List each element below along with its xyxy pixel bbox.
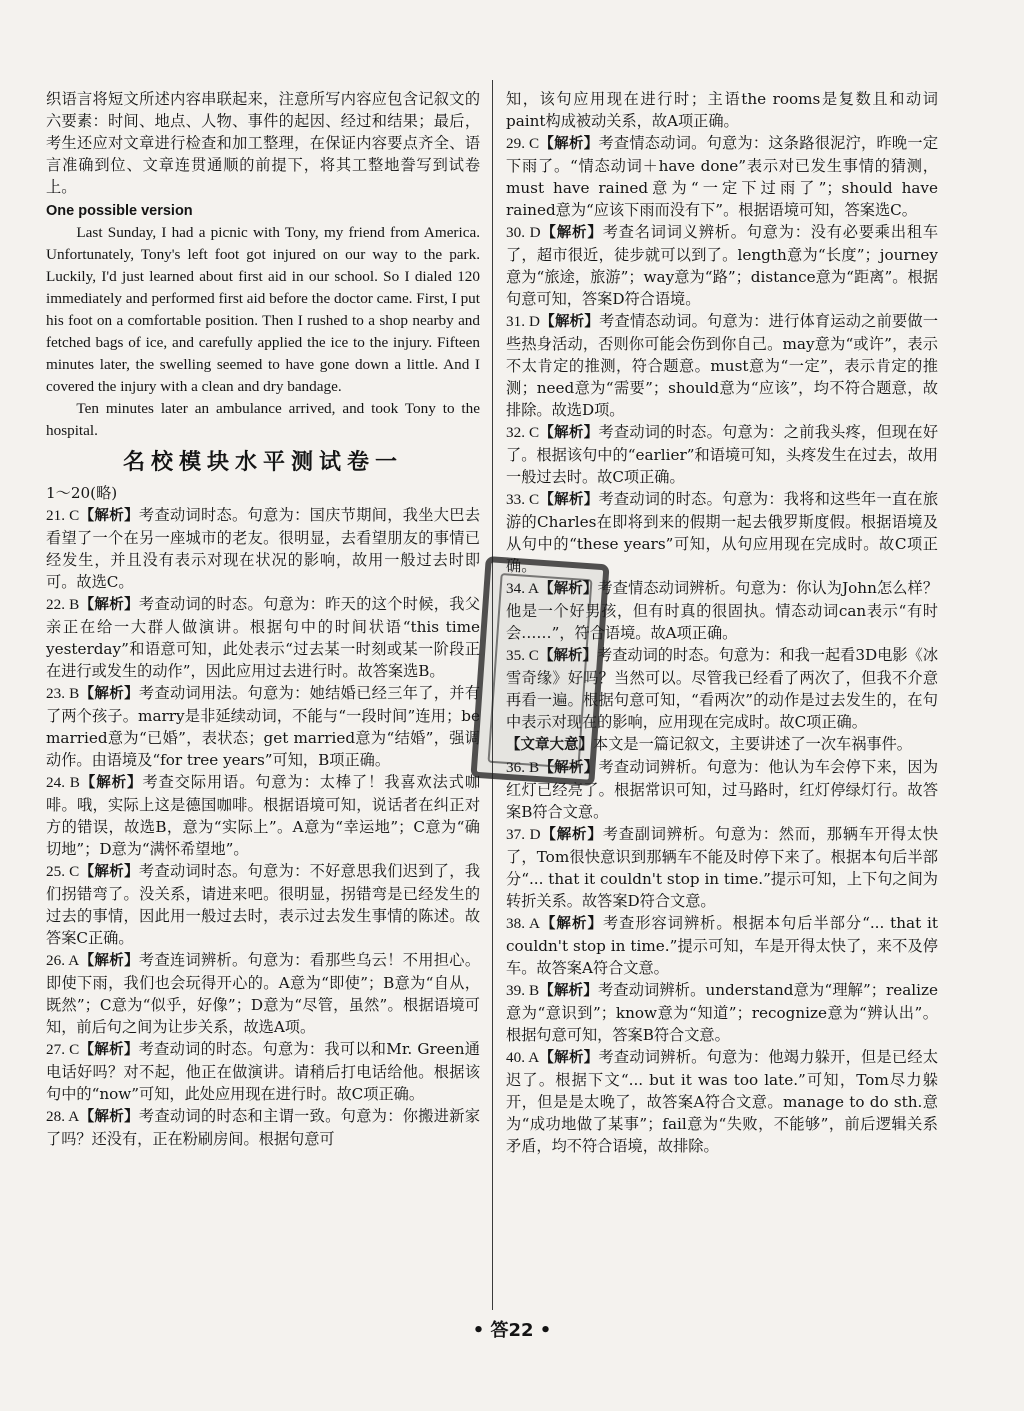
answer-item-34: 34. A【解析】考查情态动词辨析。句意为：你认为John怎么样？他是一个好男孩，但有时真的很固执。情态动词can表示“有时会……”，符合语境。故A项正确。	[506, 579, 939, 642]
answer-item-33: 33. C【解析】考查动词的时态。句意为：我将和这些年一直在旅游的Charles在即将到来的假期一起去俄罗斯度假。根据语境及从句中的“these years”可知，从句应用现在完成时。故C项正确。	[506, 490, 939, 575]
answer-item-21: 21. C【解析】考查动词时态。句意为：国庆节期间，我坐大巴去看望了一个在另一座城市的老友。很明显，去看望朋友的事情已经发生，并且没有表示对现在状况的影响，故用一般过去时即可。故选C。	[46, 506, 481, 591]
left-answer-list	[46, 504, 480, 1150]
essay-paragraph-1: Last Sunday, I had a picnic with Tony, my friend from America. Unfortunately, Tony's left foot got injured on our way to the park. Luckily, I'd just learned about first aid in our school. So I dialed 120 immediately and performed first aid before the doctor came. First, I put his foot on a comfortable position. Then I rushed to a shop nearby and fetched bags of ice, and carefully applied the ice to the injury. Fifteen minutes later, the swelling seemed to have gone down a little. And I covered the injury with a clean and dry bandage.	[46, 224, 480, 395]
version-heading: One possible version	[46, 203, 193, 219]
range-note: 1～20(略)	[46, 484, 118, 502]
essay-paragraph-2: Ten minutes later an ambulance arrived, and took Tony to the hospital.	[46, 400, 480, 439]
answer-item-29: 29. C【解析】考查情态动词。句意为：这条路很泥泞，昨晚一定下雨了。“情态动词＋have done”表示对已发生事情的猜测，must have rained意为“一定下过雨了”；should have rained意为“应该下雨而没有下”。根据语境可知，答案选C。	[506, 134, 939, 219]
answer-item-32: 32. C【解析】考查动词的时态。句意为：之前我头疼，但现在好了。根据该句中的“earlier”和语境可知，头疼发生在过去，故用一般过去时。故C项正确。	[506, 423, 939, 486]
right-answer-list-2	[506, 756, 938, 1157]
answer-item-23: 23. B【解析】考查动词用法。句意为：她结婚已经三年了，并有了两个孩子。marry是非延续动词，不能与“一段时间”连用；be married意为“已婚”，表状态；get married意为“结婚”，强调动作。由语境及“for tree years”可知，B项正确。	[46, 684, 481, 769]
answer-item-27: 27. C【解析】考查动词的时态。句意为：我可以和Mr. Green通电话好吗？对不起，他正在做演讲。请稍后打电话给他。根据该句中的“now”可知，此处应用现在进行时。故C项正确。	[46, 1040, 480, 1103]
answer-item-38: 38. A【解析】考查形容词辨析。根据本句后半部分“... that it couldn't stop in time.”提示可知，车是开得太快了，来不及停车。故答案A符合文意。	[506, 914, 939, 977]
left-column	[46, 88, 480, 1150]
answer-item-25: 25. C【解析】考查动词时态。句意为：不好意思我们迟到了，我们拐错弯了。没关系，请进来吧。很明显，拐错弯是已经发生的过去的事情，因此用一般过去时，表示过去发生事情的陈述。故答案C正确。	[46, 862, 481, 947]
answer-item-36: 36. B【解析】考查动词辨析。句意为：他认为车会停下来，因为红灯已经亮了。根据常识可知，过马路时，红灯停绿灯行。故答案B符合文意。	[506, 758, 939, 821]
answer-item-28: 28. A【解析】考查动词的时态和主谓一致。句意为：你搬进新家了吗？还没有，正在粉刷房间。根据句意可	[46, 1107, 481, 1148]
answer-item-30: 30. D【解析】考查名词词义辨析。句意为：没有必要乘出租车了，超市很近，徒步就可以到了。length意为“长度”；journey意为“旅途，旅游”；way意为“路”；distance意为“距离”。根据句意可知，答案D符合语境。	[506, 223, 939, 308]
section-title: 名校模块水平测试卷一	[122, 450, 403, 475]
answer-item-35: 35. C【解析】考查动词的时态。句意为：和我一起看3D电影《冰雪奇缘》好吗？当然可以。尽管我已经看了两次了，但我不介意再看一遍。根据句意可知，“看两次”的动作是过去发生的，在句中表示对现在的影响，应用现在完成时。故C项正确。	[506, 646, 939, 731]
answer-item-31: 31. D【解析】考查情态动词。句意为：进行体育运动之前要做一些热身活动，否则你可能会伤到你自己。may意为“或许”，表示不太肯定的推测，符合题意。must意为“一定”，表示肯定的推测；need意为“需要”；should意为“应该”，均不符合题意，故排除。故选D项。	[506, 312, 939, 419]
answer-item-26: 26. A【解析】考查连词辨析。句意为：看那些乌云！不用担心。即使下雨，我们也会玩得开心的。A意为“即使”；B意为“自从，既然”；C意为“似乎，好像”；D意为“尽管，虽然”。根据语境可知，前后句之间为让步关系，故选A项。	[46, 951, 481, 1036]
answer-item-28-continued: 知，该句应用现在进行时；主语the rooms是复数且和动词paint构成被动关系，故A项正确。	[506, 90, 938, 130]
answer-item-40: 40. A【解析】考查动词辨析。句意为：他竭力躲开，但是已经太迟了。根据下文“... but it was too late.”可知，Tom尽力躲开，但是是太晚了，故答案A符合文意。manage to do sth.意为“成功地做了某事”；fail意为“失败，不能够”，前后逻辑关系矛盾，均不符合语境，故排除。	[506, 1048, 939, 1155]
writing-guidance: 织语言将短文所述内容串联起来，注意所写内容应包含记叙文的六要素：时间、地点、人物、事件的起因、经过和结果；最后，考生还应对文章进行检查和加工整理，在保证内容要点齐全、语言准确到位、文章连贯通顺的前提下，将其工整地誊写到试卷上。	[46, 90, 480, 196]
answer-item-39: 39. B【解析】考查动词辨析。understand意为“理解”；realize意为“意识到”；know意为“知道”；recognize意为“辨认出”。根据句意可知，答案B符合文意。	[506, 981, 938, 1044]
answer-item-24: 24. B【解析】考查交际用语。句意为：太棒了！我喜欢法式咖啡。哦，实际上这是德国咖啡。根据语境可知，说话者在纠正对方的错误，故选B，意为“实际上”。A意为“幸运地”；C意为“确切地”；D意为“满怀希望地”。	[46, 773, 481, 858]
page-number: • 答22 •	[472, 1320, 552, 1341]
answer-item-22: 22. B【解析】考查动词的时态。句意为：昨天的这个时候，我父亲正在给一大群人做演讲。根据句中的时间状语“this time yesterday”和语意可知，此处表示“过去某一时刻或某一阶段正在进行或发生的动作”，因此应用过去进行时。故答案选B。	[46, 595, 481, 680]
article-summary: 【文章大意】本文是一篇记叙文，主要讲述了一次车祸事件。	[506, 735, 912, 753]
answer-item-37: 37. D【解析】考查副词辨析。句意为：然而，那辆车开得太快了，Tom很快意识到那辆车不能及时停下来了。根据本句后半部分“... that it couldn't stop in time.”提示可知，上下句之间为转折关系。故答案D符合文意。	[506, 825, 939, 910]
ink-stamp	[470, 556, 609, 786]
